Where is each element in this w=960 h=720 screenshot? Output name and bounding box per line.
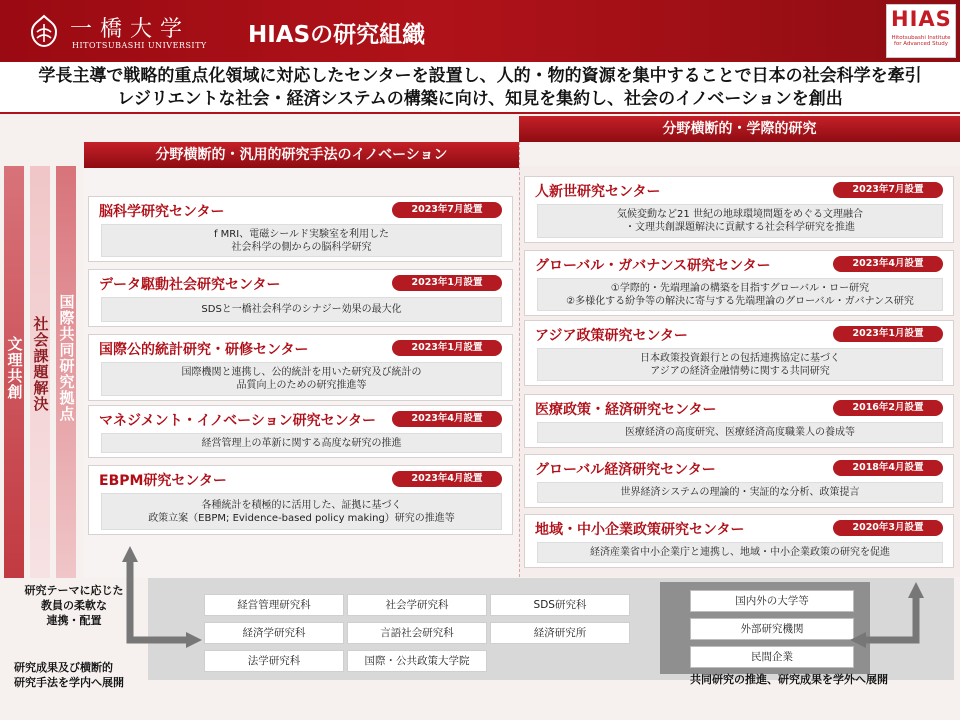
center-name: グローバル・ガバナンス研究センター [535, 258, 771, 274]
established-badge: 2023年1月設置 [392, 275, 502, 291]
center-name: マネジメント・イノベーション研究センター [99, 413, 377, 429]
center-name: データ駆動社会研究センター [99, 277, 281, 293]
center-card [524, 514, 954, 568]
external-partner-box: 民間企業 [690, 646, 854, 668]
center-description-line: f MRI、電磁シールド実験室を利用した [213, 228, 390, 240]
center-description-line: 経済産業省中小企業庁と連携し、地域・中小企業政策の研究を促進 [590, 547, 890, 558]
vertical-bar-intl-joint-research [56, 166, 76, 578]
center-description-line: アジアの経済金融情勢に関する共同研究 [650, 365, 830, 377]
hias-logo: HIAS [891, 7, 952, 31]
established-badge: 2023年4月設置 [392, 411, 502, 427]
department-box: 経営管理研究科 [204, 594, 344, 616]
center-description-line: 社会科学の側からの脳科学研究 [231, 241, 372, 253]
established-badge: 2023年1月設置 [392, 340, 502, 356]
department-box: 言語社会研究科 [347, 622, 487, 644]
note-flexible-line-2: 教員の柔軟な [41, 599, 107, 612]
center-name: 脳科学研究センター [99, 204, 225, 220]
center-description-line: 日本政策投資銀行との包括連携協定に基づく [640, 352, 840, 364]
center-description-line: ①学際的・先端理論の構築を目指すグローバル・ロー研究 [610, 282, 870, 294]
university-roman-name: HITOTSUBASHI UNIVERSITY [72, 41, 207, 50]
vertical-label-text: 国際共同研究拠点 [57, 294, 76, 422]
established-badge: 2023年7月設置 [392, 202, 502, 218]
established-badge: 2023年4月設置 [833, 256, 943, 272]
center-name: EBPM研究センター [99, 473, 227, 489]
hias-subtitle: Hitotsubashi Institute for Advanced Study [891, 35, 951, 47]
vertical-bar-co-creation [4, 166, 24, 578]
page-title: HIASの研究組織 [248, 22, 426, 48]
department-box: 社会学研究科 [347, 594, 487, 616]
established-badge: 2023年7月設置 [833, 182, 943, 198]
center-description [101, 362, 502, 396]
department-box: 経済研究所 [490, 622, 630, 644]
center-description-line: 気候変動など21 世紀の地球環境問題をめぐる文理融合 [617, 209, 863, 220]
center-card [88, 196, 513, 262]
center-name: 人新世研究センター [535, 184, 661, 200]
center-description [537, 348, 943, 381]
note-flexible-collaboration [4, 583, 144, 628]
center-name: アジア政策研究センター [535, 328, 688, 344]
note-flexible-line-3: 連携・配置 [46, 614, 102, 627]
center-description-line: 医療経済の高度研究、医療経済高度職業人の養成等 [625, 427, 855, 438]
center-description [537, 204, 943, 238]
established-badge: 2018年4月設置 [833, 460, 943, 476]
tagline-line-1: 学長主導で戦略的重点化領域に対応したセンターを設置し、人的・物的資源を集中することで日本の社会科学を牽引 [38, 66, 922, 86]
established-badge: 2020年3月設置 [833, 520, 943, 536]
center-name: 医療政策・経済研究センター [535, 402, 717, 418]
tagline-line-2: レジリエントな社会・経済システムの構築に向け、知見を集約し、社会のイノベーションを創出 [117, 89, 843, 109]
center-card [88, 334, 513, 401]
center-description-line: SDSと一橋社会科学のシナジー効果の最大化 [201, 304, 402, 315]
vertical-label-co-creation [4, 336, 24, 400]
department-box: 経済学研究科 [204, 622, 344, 644]
note-flexible-line-1: 研究テーマに応じた [24, 584, 124, 597]
center-description-line: 経営管理上の革新に関する高度な研究の推進 [201, 437, 402, 449]
center-card [524, 250, 954, 316]
vertical-label-text: 社会課題解決 [31, 316, 50, 412]
center-card [524, 320, 954, 386]
tagline [0, 62, 960, 114]
note-internal-line-2: 研究手法を学内へ展開 [14, 676, 124, 689]
center-description [101, 297, 502, 322]
center-description-line: 政策立案（EBPM; Evidence-based policy making）研究の推進等 [148, 512, 455, 524]
department-box: 国際・公共政策大学院 [347, 650, 487, 672]
university-emblem-icon [28, 14, 60, 48]
methods-band [84, 142, 519, 168]
center-description [101, 493, 502, 530]
interdisciplinary-band-label: 分野横断的・学際的研究 [662, 121, 817, 137]
vertical-label-social-issues [30, 316, 50, 412]
center-description-line: 各種統計を積極的に活用した、証拠に基づく [201, 499, 402, 511]
note-internal-deployment [14, 660, 170, 690]
center-description-line: 国際機関と連携し、公的統計を用いた研究及び統計の [181, 367, 422, 378]
methods-band-label: 分野横断的・汎用的研究手法のイノベーション [155, 147, 448, 163]
vertical-label-text: 文理共創 [5, 336, 24, 400]
center-name: グローバル経済研究センター [535, 462, 716, 478]
header-bar [0, 0, 960, 62]
center-description-line: 世界経済システムの理論的・実証的な分析、政策提言 [620, 487, 860, 498]
center-description [537, 482, 943, 503]
interdisciplinary-band [519, 116, 960, 142]
center-description [101, 224, 502, 257]
center-description [537, 422, 943, 443]
center-card [524, 394, 954, 448]
center-card [88, 269, 513, 327]
center-description-line: ②多様化する紛争等の解決に寄与する先端理論のグローバル・ガバナンス研究 [566, 295, 914, 307]
center-card [88, 405, 513, 458]
center-description [101, 433, 502, 453]
panel-divider [519, 142, 520, 577]
center-description [537, 278, 943, 311]
center-description [537, 542, 943, 563]
department-box: SDS研究科 [490, 594, 630, 616]
vertical-bar-social-issues [30, 166, 50, 578]
note-internal-line-1: 研究成果及び横断的 [14, 661, 113, 674]
center-card [524, 454, 954, 508]
center-card [524, 176, 954, 243]
center-description-line: ・文理共創課題解決に貢献する社会科学研究を推進 [625, 222, 855, 233]
center-name: 地域・中小企業政策研究センター [535, 522, 745, 538]
center-card [88, 465, 513, 535]
center-name: 国際公的統計研究・研修センター [99, 342, 309, 358]
hias-logo-box [886, 4, 956, 58]
external-partner-box: 国内外の大学等 [690, 590, 854, 612]
university-name: 一橋大学 [70, 17, 191, 42]
center-description-line: 品質向上のための研究推進等 [236, 380, 367, 391]
external-partner-box: 外部研究機関 [690, 618, 854, 640]
established-badge: 2023年4月設置 [392, 471, 502, 487]
vertical-label-intl-joint-research [56, 294, 76, 422]
established-badge: 2016年2月設置 [833, 400, 943, 416]
department-box: 法学研究科 [204, 650, 344, 672]
note-external-deployment: 共同研究の推進、研究成果を学外へ展開 [690, 673, 888, 686]
established-badge: 2023年1月設置 [833, 326, 943, 342]
